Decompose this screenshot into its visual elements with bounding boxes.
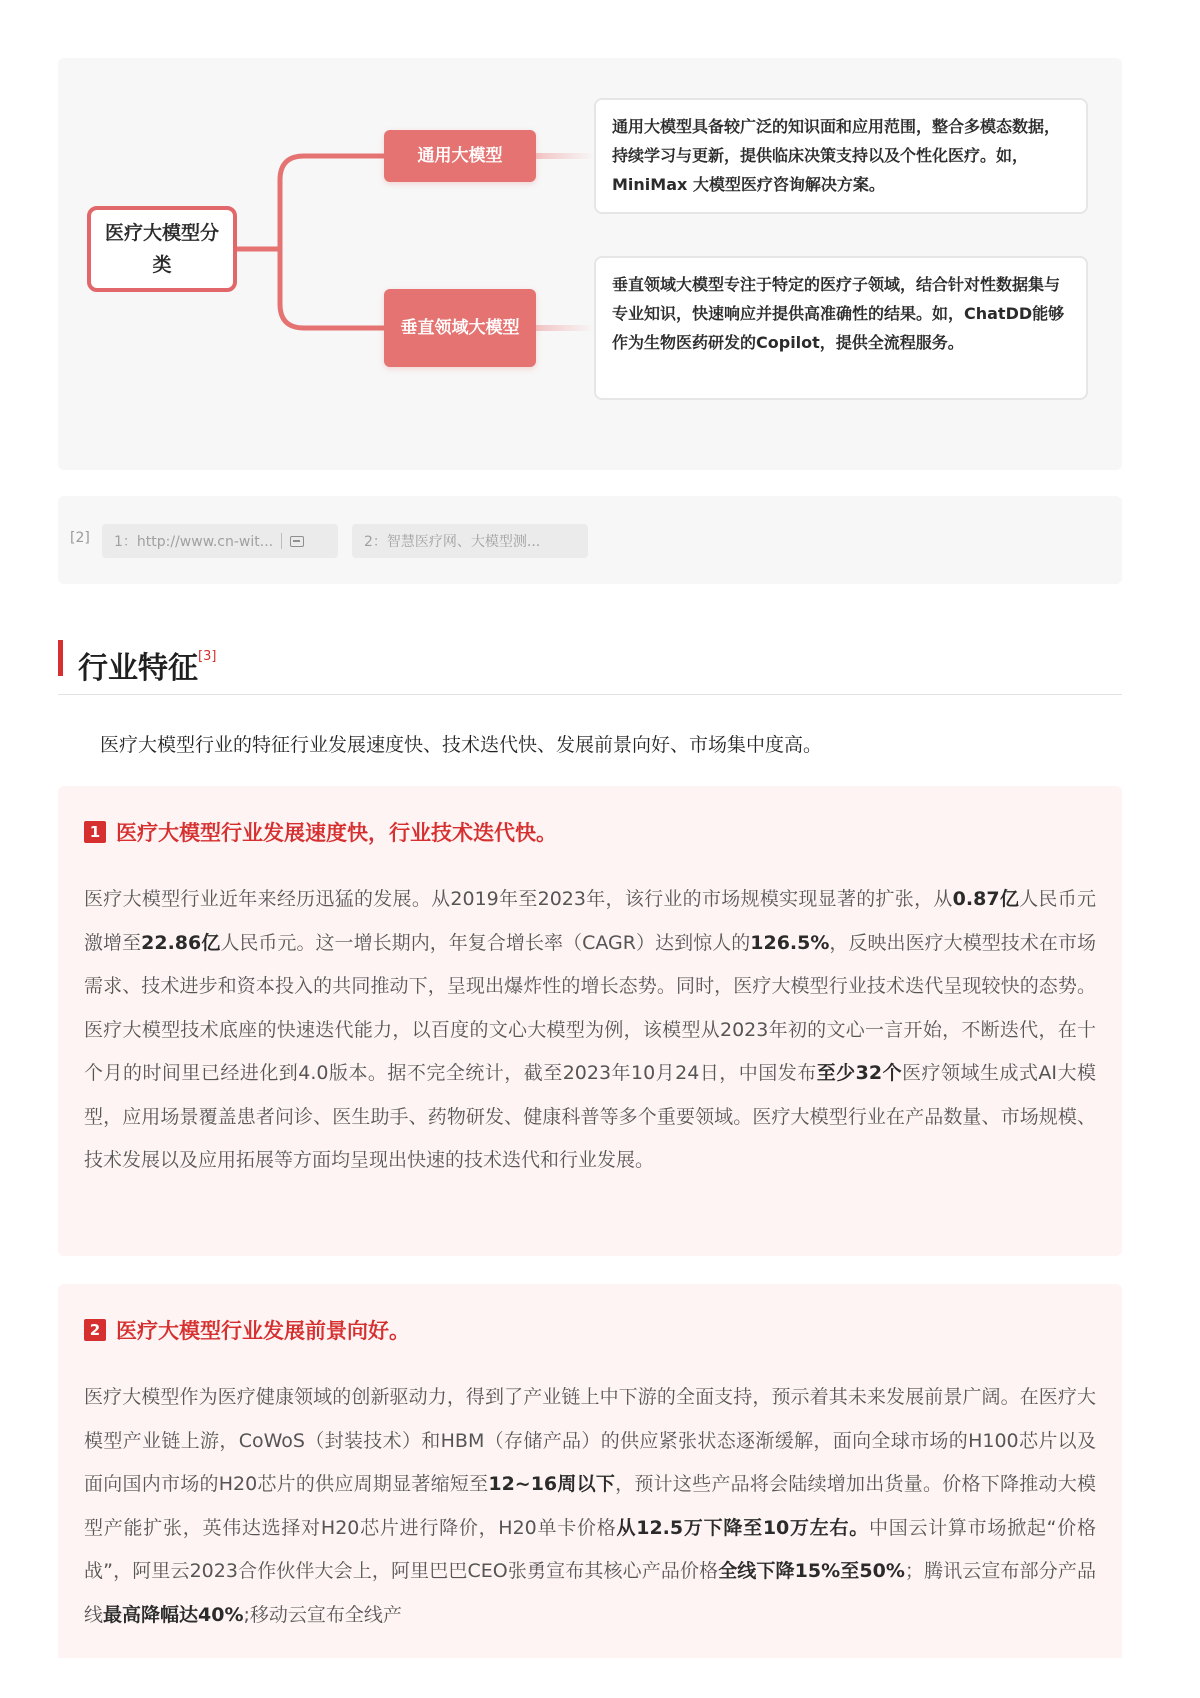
branch-connector-1 <box>280 156 384 249</box>
mindmap-leaf-vertical: 垂直领域大模型专注于特定的医疗子领域，结合针对性数据集与专业知识，快速响应并提供高准确性的结果。如，ChatDD能够作为生物医药研发的Copilot，提供全流程服务。 <box>594 256 1088 400</box>
reference-chip-text: 1：http://www.cn-wit... <box>114 534 274 550</box>
body-text: 医疗领域生成式AI大模型，应用场景覆盖患者问诊、医生助手、药物研发、健康科普等多个重要领域。医疗大模型行业在产品数量、市场规模、技术发展以及应用拓展等方面均呈现出快速的技术迭代和行业发展。 <box>84 1062 1096 1171</box>
body-text: 医疗大模型行业近年来经历迅猛的发展。从2019年至2023年，该行业的市场规模实现显著的扩张，从 <box>84 888 953 910</box>
feature-body <box>84 878 1096 1183</box>
body-highlight: 22.86亿 <box>141 931 221 954</box>
section-accent-bar <box>58 640 63 676</box>
feature-body <box>84 1376 1096 1637</box>
mindmap-leaf-general: 通用大模型具备较广泛的知识面和应用范围，整合多模态数据，持续学习与更新，提供临床决策支持以及个性化医疗。如，MiniMax 大模型医疗咨询解决方案。 <box>594 98 1088 214</box>
leaf-connector-1 <box>536 153 594 159</box>
body-text: 医疗大模型作为医疗健康领域的创新驱动力，得到了产业链上中下游的全面支持，预示着其未来发展前景广阔。在医疗大模型产业链上游，CoWoS（封装技术）和HBM（存储产品）的供应紧张状态逐渐缓解，面向全球市场的H100芯片以及面向国内市场的H20芯片的供应周期显著缩短至 <box>84 1386 1096 1495</box>
body-highlight: 最高降幅达40% <box>103 1603 244 1626</box>
chip-divider <box>281 533 282 549</box>
reference-chip-1[interactable] <box>102 524 338 558</box>
body-text: 中国云计算市场掀起“价格战”，阿里云2023合作伙伴大会上，阿里巴巴CEO张勇宣布其核心产品价格 <box>84 1516 1096 1582</box>
leaf-connector-2 <box>536 325 594 331</box>
body-highlight: 至少32个 <box>816 1062 903 1084</box>
reference-chip-text: 2：智慧医疗网、大模型测... <box>364 534 541 550</box>
body-highlight: 从12.5万下降至10万左右。 <box>616 1516 869 1539</box>
body-text: ，预计这些产品将会陆续增加出货量。价格下降推动大模型产能扩张，英伟达选择对H20芯片进行降价，H20单卡价格 <box>84 1473 1096 1539</box>
mindmap-branch-general: 通用大模型 <box>384 130 536 182</box>
body-text: ;移动云宣布全线产 <box>243 1603 402 1626</box>
body-highlight: 12~16周以下 <box>488 1473 616 1495</box>
section-title <box>78 634 216 692</box>
body-text: ，反映出医疗大模型技术在市场需求、技术进步和资本投入的共同推动下，呈现出爆炸性的增长态势。同时，医疗大模型行业技术迭代呈现较快的态势。医疗大模型技术底座的快速迭代能力，以百度的文心大模型为例，该模型从2023年初的文心一言开始，不断迭代，在十个月的时间里已经进化到4.0版本。据不完全统计，截至2023年10月24日，中国发布 <box>84 931 1096 1084</box>
branch-connector-2 <box>280 249 384 328</box>
feature-number-badge: 1 <box>84 821 106 843</box>
mindmap-panel <box>58 58 1122 470</box>
mindmap-root-node: 医疗大模型分类 <box>87 206 237 292</box>
body-highlight: 0.87亿 <box>952 888 1020 910</box>
reference-bar <box>58 496 1122 584</box>
section-intro: 医疗大模型行业的特征行业发展速度快、技术迭代快、发展前景向好、市场集中度高。 <box>100 734 823 756</box>
body-text: 人民币元激增至 <box>84 888 1096 954</box>
body-text: 人民币元。这一增长期内，年复合增长率（CAGR）达到惊人的 <box>220 931 751 954</box>
body-text: ；腾讯云宣布部分产品线 <box>84 1560 1096 1626</box>
feature-card-1 <box>58 786 1122 1256</box>
section-citation[interactable]: [3] <box>198 649 217 664</box>
reference-chip-2[interactable] <box>352 524 588 558</box>
body-highlight: 126.5% <box>750 931 830 954</box>
feature-card-header <box>84 810 1096 854</box>
feature-title: 医疗大模型行业发展前景向好。 <box>116 1319 410 1343</box>
body-highlight: 全线下降15%至50% <box>718 1560 905 1582</box>
feature-card-2 <box>58 1284 1122 1658</box>
section-title-text: 行业特征 <box>78 651 198 686</box>
reference-number: [2] <box>70 530 90 546</box>
feature-number-badge: 2 <box>84 1319 106 1341</box>
feature-card-header <box>84 1308 1096 1352</box>
mindmap-branch-vertical: 垂直领域大模型 <box>384 289 536 367</box>
feature-title: 医疗大模型行业发展速度快，行业技术迭代快。 <box>116 821 557 845</box>
section-divider <box>58 694 1122 695</box>
link-card-icon[interactable] <box>290 536 304 547</box>
